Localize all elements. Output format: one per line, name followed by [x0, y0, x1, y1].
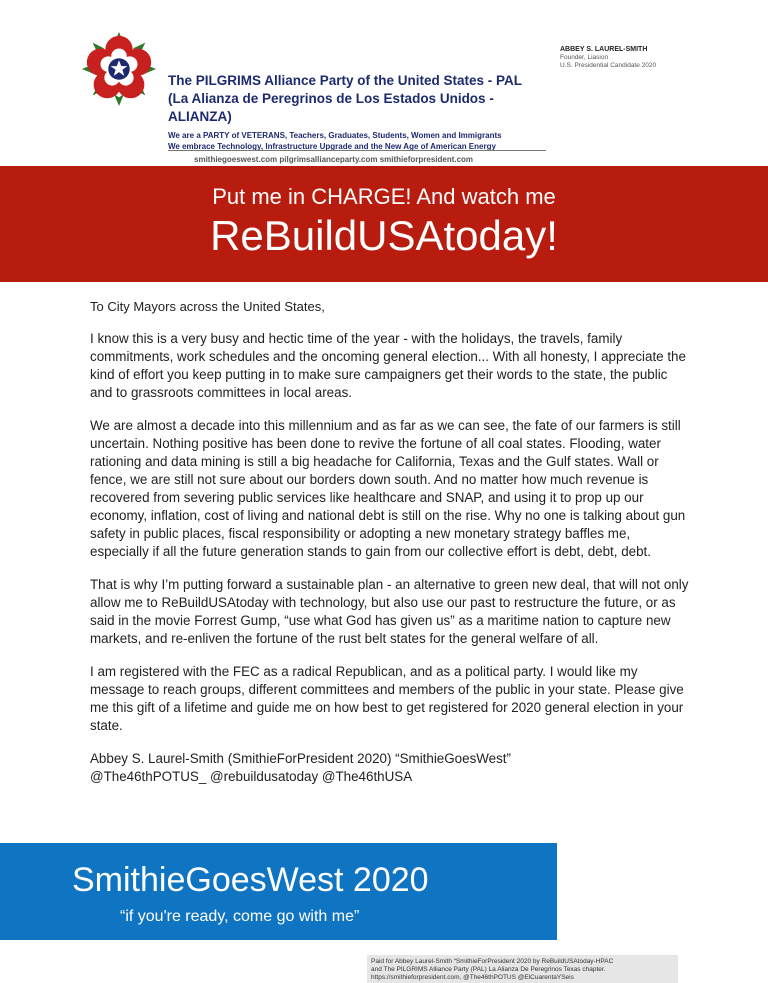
letter-body — [90, 298, 690, 786]
candidate-role: U.S. Presidential Candidate 2020 — [560, 62, 657, 69]
footer-banner — [0, 843, 557, 940]
footer-tagline: “if you're ready, come go with me” — [120, 908, 360, 925]
letter-paragraph: That is why I’m putting forward a sustainable plan - an alternative to green new deal, that will not only allow me to ReBuildUSAtoday with technology, but also use our past to restructure the future, or as said in the movie Forrest Gump, “use what God has given us” as a maritime nation to capture new markets, and re-enliven the fortune of the rust belt states for the general welfare of all. — [90, 577, 689, 646]
letter-paragraph: I am registered with the FEC as a radical Republican, and as a political party. I would like my message to reach groups, different committees and members of the public in your state. Please give me this gift of a lifetime and guide me on how best to get registered for 2020 general election in your state. — [90, 664, 684, 733]
party-websites: smithiegoeswest.com pilgrimsallianceparty.com smithieforpresident.com — [194, 155, 474, 164]
party-title-en: The PILGRIMS Alliance Party of the United States - PAL — [168, 73, 523, 88]
candidate-contact-block — [560, 46, 656, 70]
candidate-name: ABBEY S. LAUREL-SMITH — [560, 46, 648, 53]
party-tagline: We embrace Technology, Infrastructure Upgrade and the New Age of American Energy — [168, 142, 496, 151]
letter-paragraph: I know this is a very busy and hectic time of the year - with the holidays, the travels, family commitments, work schedules and the oncoming general election... With all honesty, I appreciate the kind of effort you keep putting in to make sure campaigners get their words to the state, the public and to grassroots committees in local areas. — [90, 331, 686, 400]
banner-line1: Put me in CHARGE! And watch me — [212, 184, 556, 209]
candidate-role: Founder, Liasion — [560, 54, 609, 61]
letter-paragraph: We are almost a decade into this millennium and as far as we can see, the fate of our farmers is still uncertain. Nothing positive has been done to revive the fortune of all coal states. Flooding, water rationing and data mining is still a big headache for California, Texas and the Gulf states. Wall or fence, we are still not sure about our borders down south. And no matter how much revenue is recovered from severing public services like healthcare and SNAP, and using it to prop up our economy, inflation, cost of living and national debt is still on the rise. Why no one is talking about gun safety in public places, fiscal responsibility or adopting a new monetary strategy baffles me, especially if all the future generation stands to gain from our collective effort is debt, debt, debt. — [90, 418, 686, 559]
signature-line: Abbey S. Laurel-Smith (SmithieForPresident 2020) “SmithieGoesWest” — [90, 751, 511, 766]
disclaimer-line: Paid for Abbey Laurel-Smith “SmithieForPresident 2020 by ReBuildUSAtoday-HPAC — [371, 958, 614, 965]
party-tagline: We are a PARTY of VETERANS, Teachers, Graduates, Students, Women and Immigrants — [168, 131, 502, 140]
disclaimer-line: https://smithieforpresident.com, @The46thPOTUS @ElCuarentaYSeis — [371, 974, 574, 981]
header-divider — [168, 150, 546, 151]
party-header — [168, 72, 548, 165]
party-title-es: (La Alianza de Peregrinos de Los Estados Unidos - ALIANZA) — [168, 91, 494, 124]
social-handles: @The46thPOTUS_ @rebuildusatoday @The46thUSA — [90, 769, 413, 784]
slogan-banner — [0, 166, 768, 282]
footer-title: SmithieGoesWest 2020 — [72, 861, 429, 899]
rose-star-emblem-icon — [80, 30, 158, 108]
disclaimer-line: and The PILGRIMS Alliance Party (PAL) La Alianza De Peregrinos Texas chapter. — [371, 966, 606, 973]
banner-line2: ReBuildUSAtoday! — [210, 212, 558, 259]
letter-greeting: To City Mayors across the United States, — [90, 299, 325, 314]
paid-for-disclaimer — [367, 955, 678, 983]
